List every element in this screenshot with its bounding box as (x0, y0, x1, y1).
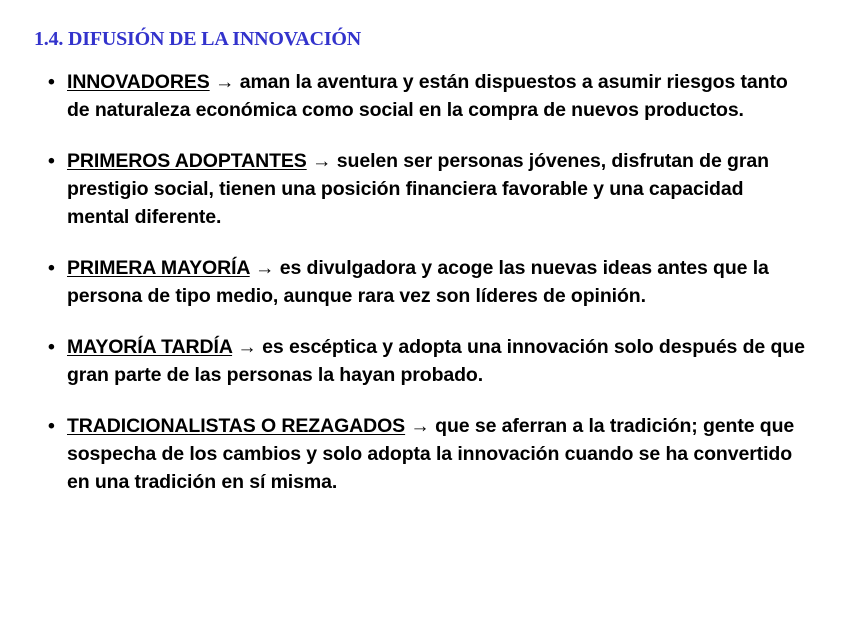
category-description: suelen ser personas jóvenes, disfrutan de gran prestigio social, tienen una posición financiera favorable y una capacidad mental diferente. (67, 150, 769, 228)
slide-title: 1.4. DIFUSIÓN DE LA INNOVACIÓN (34, 28, 362, 50)
list-item-innovators (48, 68, 808, 124)
arrow-right-icon: → (255, 257, 275, 279)
category-term: TRADICIONALISTAS O REZAGADOS (67, 415, 406, 437)
category-description: aman la aventura y están dispuestos a asumir riesgos tanto de naturaleza económica como social en la compra de nuevos productos. (67, 71, 788, 121)
bullet-icon: • (48, 257, 55, 279)
category-term: PRIMERA MAYORÍA (67, 257, 250, 279)
arrow-right-icon: → (410, 415, 430, 437)
category-term: PRIMEROS ADOPTANTES (67, 150, 307, 172)
category-description: es escéptica y adopta una innovación solo después de que gran parte de las personas la hayan probado. (67, 336, 805, 386)
list-item-early-majority (48, 254, 808, 310)
bullet-icon: • (48, 415, 55, 437)
bullet-icon: • (48, 336, 55, 358)
list-item-late-majority (48, 333, 808, 389)
category-term: MAYORÍA TARDÍA (67, 336, 233, 358)
list-item-early-adopters (48, 147, 808, 231)
category-description: que se aferran a la tradición; gente que sospecha de los cambios y solo adopta la innovación cuando se ha convertido en una tradición en sí misma. (67, 415, 795, 493)
category-description: es divulgadora y acoge las nuevas ideas antes que la persona de tipo medio, aunque rara vez son líderes de opinión. (67, 257, 769, 307)
bullet-icon: • (48, 150, 55, 172)
arrow-right-icon: → (237, 336, 257, 358)
category-term: INNOVADORES (67, 71, 210, 93)
list-item-laggards (48, 412, 808, 496)
adopter-categories-list (48, 68, 808, 519)
arrow-right-icon: → (312, 150, 332, 172)
bullet-icon: • (48, 71, 55, 93)
arrow-right-icon: → (214, 71, 235, 93)
